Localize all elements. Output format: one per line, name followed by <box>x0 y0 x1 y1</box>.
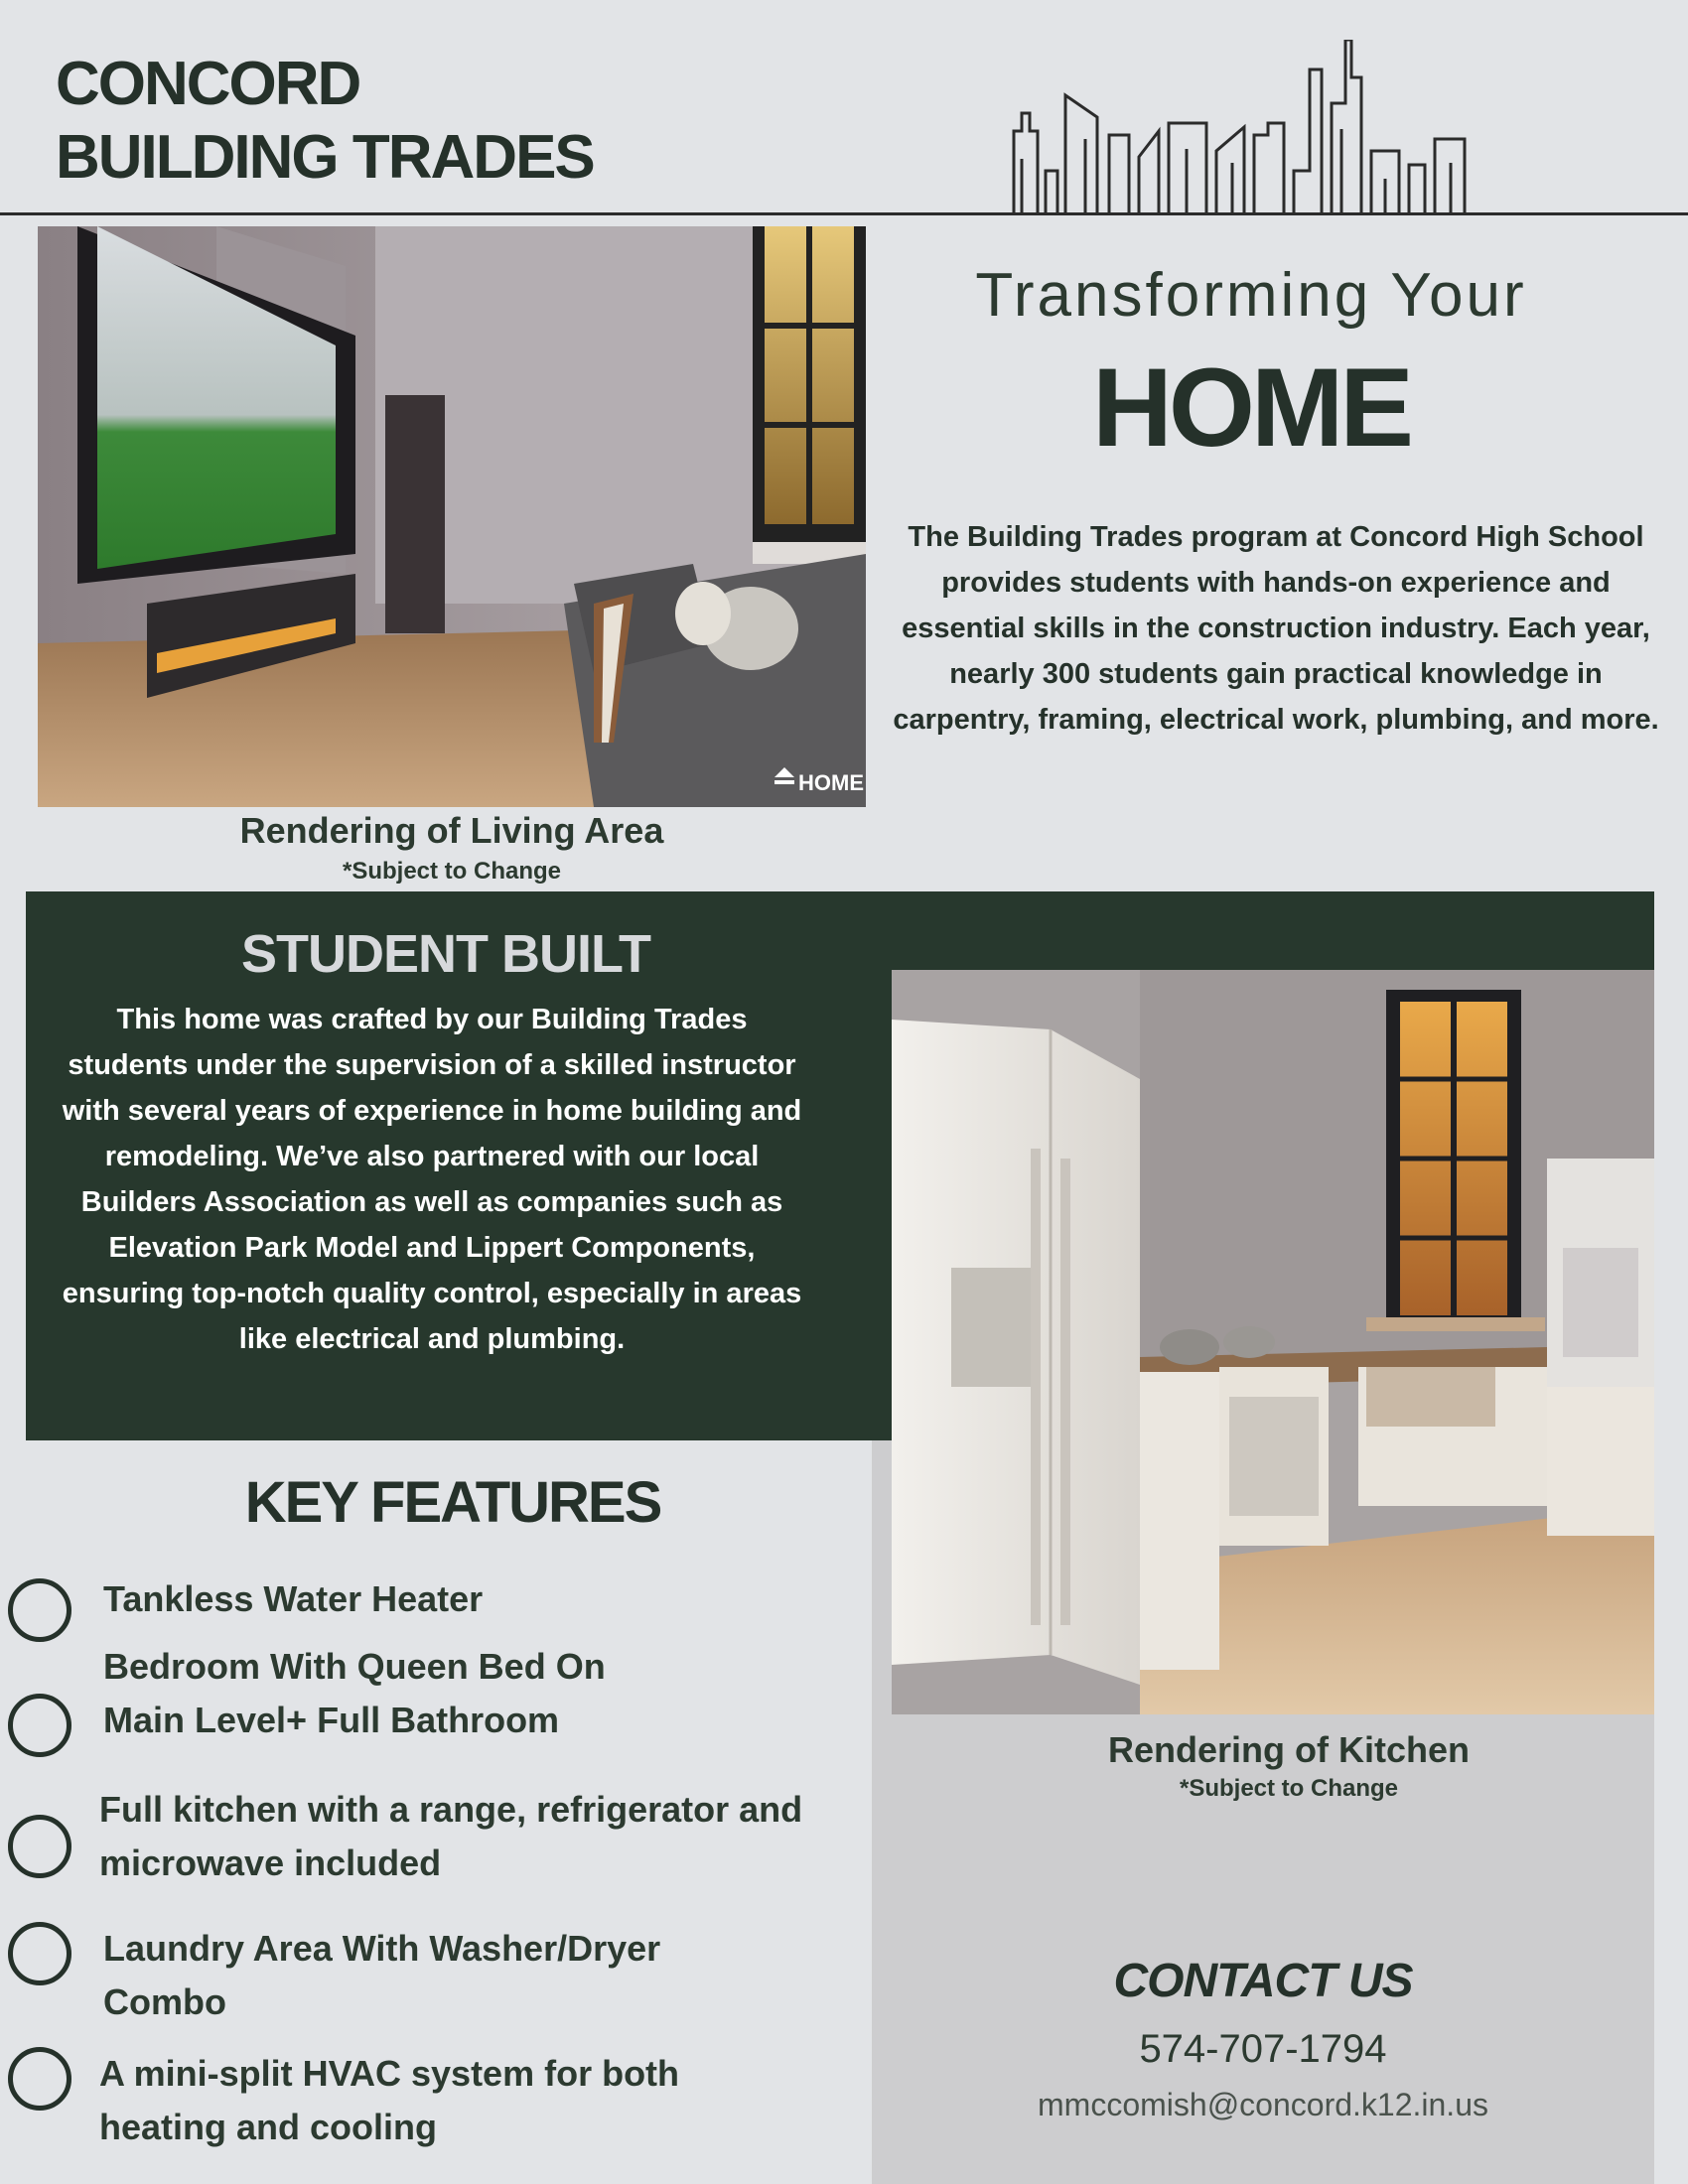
feature-line: A mini-split HVAC system for both <box>99 2053 680 2094</box>
kitchen-rendering <box>892 970 1654 1714</box>
bullet-circle-icon <box>8 1578 71 1642</box>
org-title-line2: BUILDING TRADES <box>56 123 594 193</box>
feature-line: heating and cooling <box>99 2107 437 2147</box>
bullet-circle-icon <box>8 1815 71 1878</box>
skyline-logo <box>998 40 1524 214</box>
feature-line: Bedroom With Queen Bed On <box>103 1646 606 1687</box>
key-features-title: KEY FEATURES <box>244 1470 661 1535</box>
living-area-note: *Subject to Change <box>342 858 562 885</box>
feature-line: Tankless Water Heater <box>103 1578 484 1619</box>
header-rule <box>0 212 1688 215</box>
feature-line: microwave included <box>99 1843 442 1883</box>
living-area-caption: Rendering of Living Area <box>239 810 664 851</box>
living-area-rendering <box>38 226 866 807</box>
feature-line: Full kitchen with a range, refrigerator and <box>99 1789 803 1830</box>
bullet-circle-icon <box>8 1694 71 1757</box>
student-built-body: This home was crafted by our Building Trades students under the supervision of a skilled instructor with several years of experience in home building and remodeling. We’ve also partnered with our local Builders Association as well as companies such as Elevation Park Model and Lippert Components, ensuring top-notch quality control, especially in areas like electrical and plumbing. <box>62 1004 802 1355</box>
bullet-circle-icon <box>8 2047 71 2111</box>
svg-text:HOME: HOME <box>798 770 864 795</box>
contact-title: CONTACT US <box>1113 1955 1413 2007</box>
bullet-circle-icon <box>8 1922 71 1985</box>
hero-subtitle: Transforming Your <box>975 261 1527 330</box>
hero-title: HOME <box>1092 345 1410 470</box>
org-title <box>56 48 594 196</box>
program-intro: The Building Trades program at Concord High School provides students with hands-on experience and essential skills in the construction industry. Each year, nearly 300 students gain practical knowledge in carpentry, framing, electrical work, plumbing, and more. <box>893 521 1659 736</box>
feature-line: Laundry Area With Washer/Dryer <box>103 1928 661 1969</box>
feature-line: Combo <box>103 1981 226 2022</box>
org-title-line1: CONCORD <box>56 50 360 118</box>
kitchen-note: *Subject to Change <box>1179 1775 1399 1802</box>
student-built-title: STUDENT BUILT <box>241 924 650 984</box>
contact-email[interactable]: mmccomish@concord.k12.in.us <box>1038 2087 1488 2122</box>
contact-phone[interactable]: 574-707-1794 <box>1139 2027 1387 2071</box>
feature-line: Main Level+ Full Bathroom <box>103 1700 560 1740</box>
kitchen-caption: Rendering of Kitchen <box>1107 1729 1470 1770</box>
